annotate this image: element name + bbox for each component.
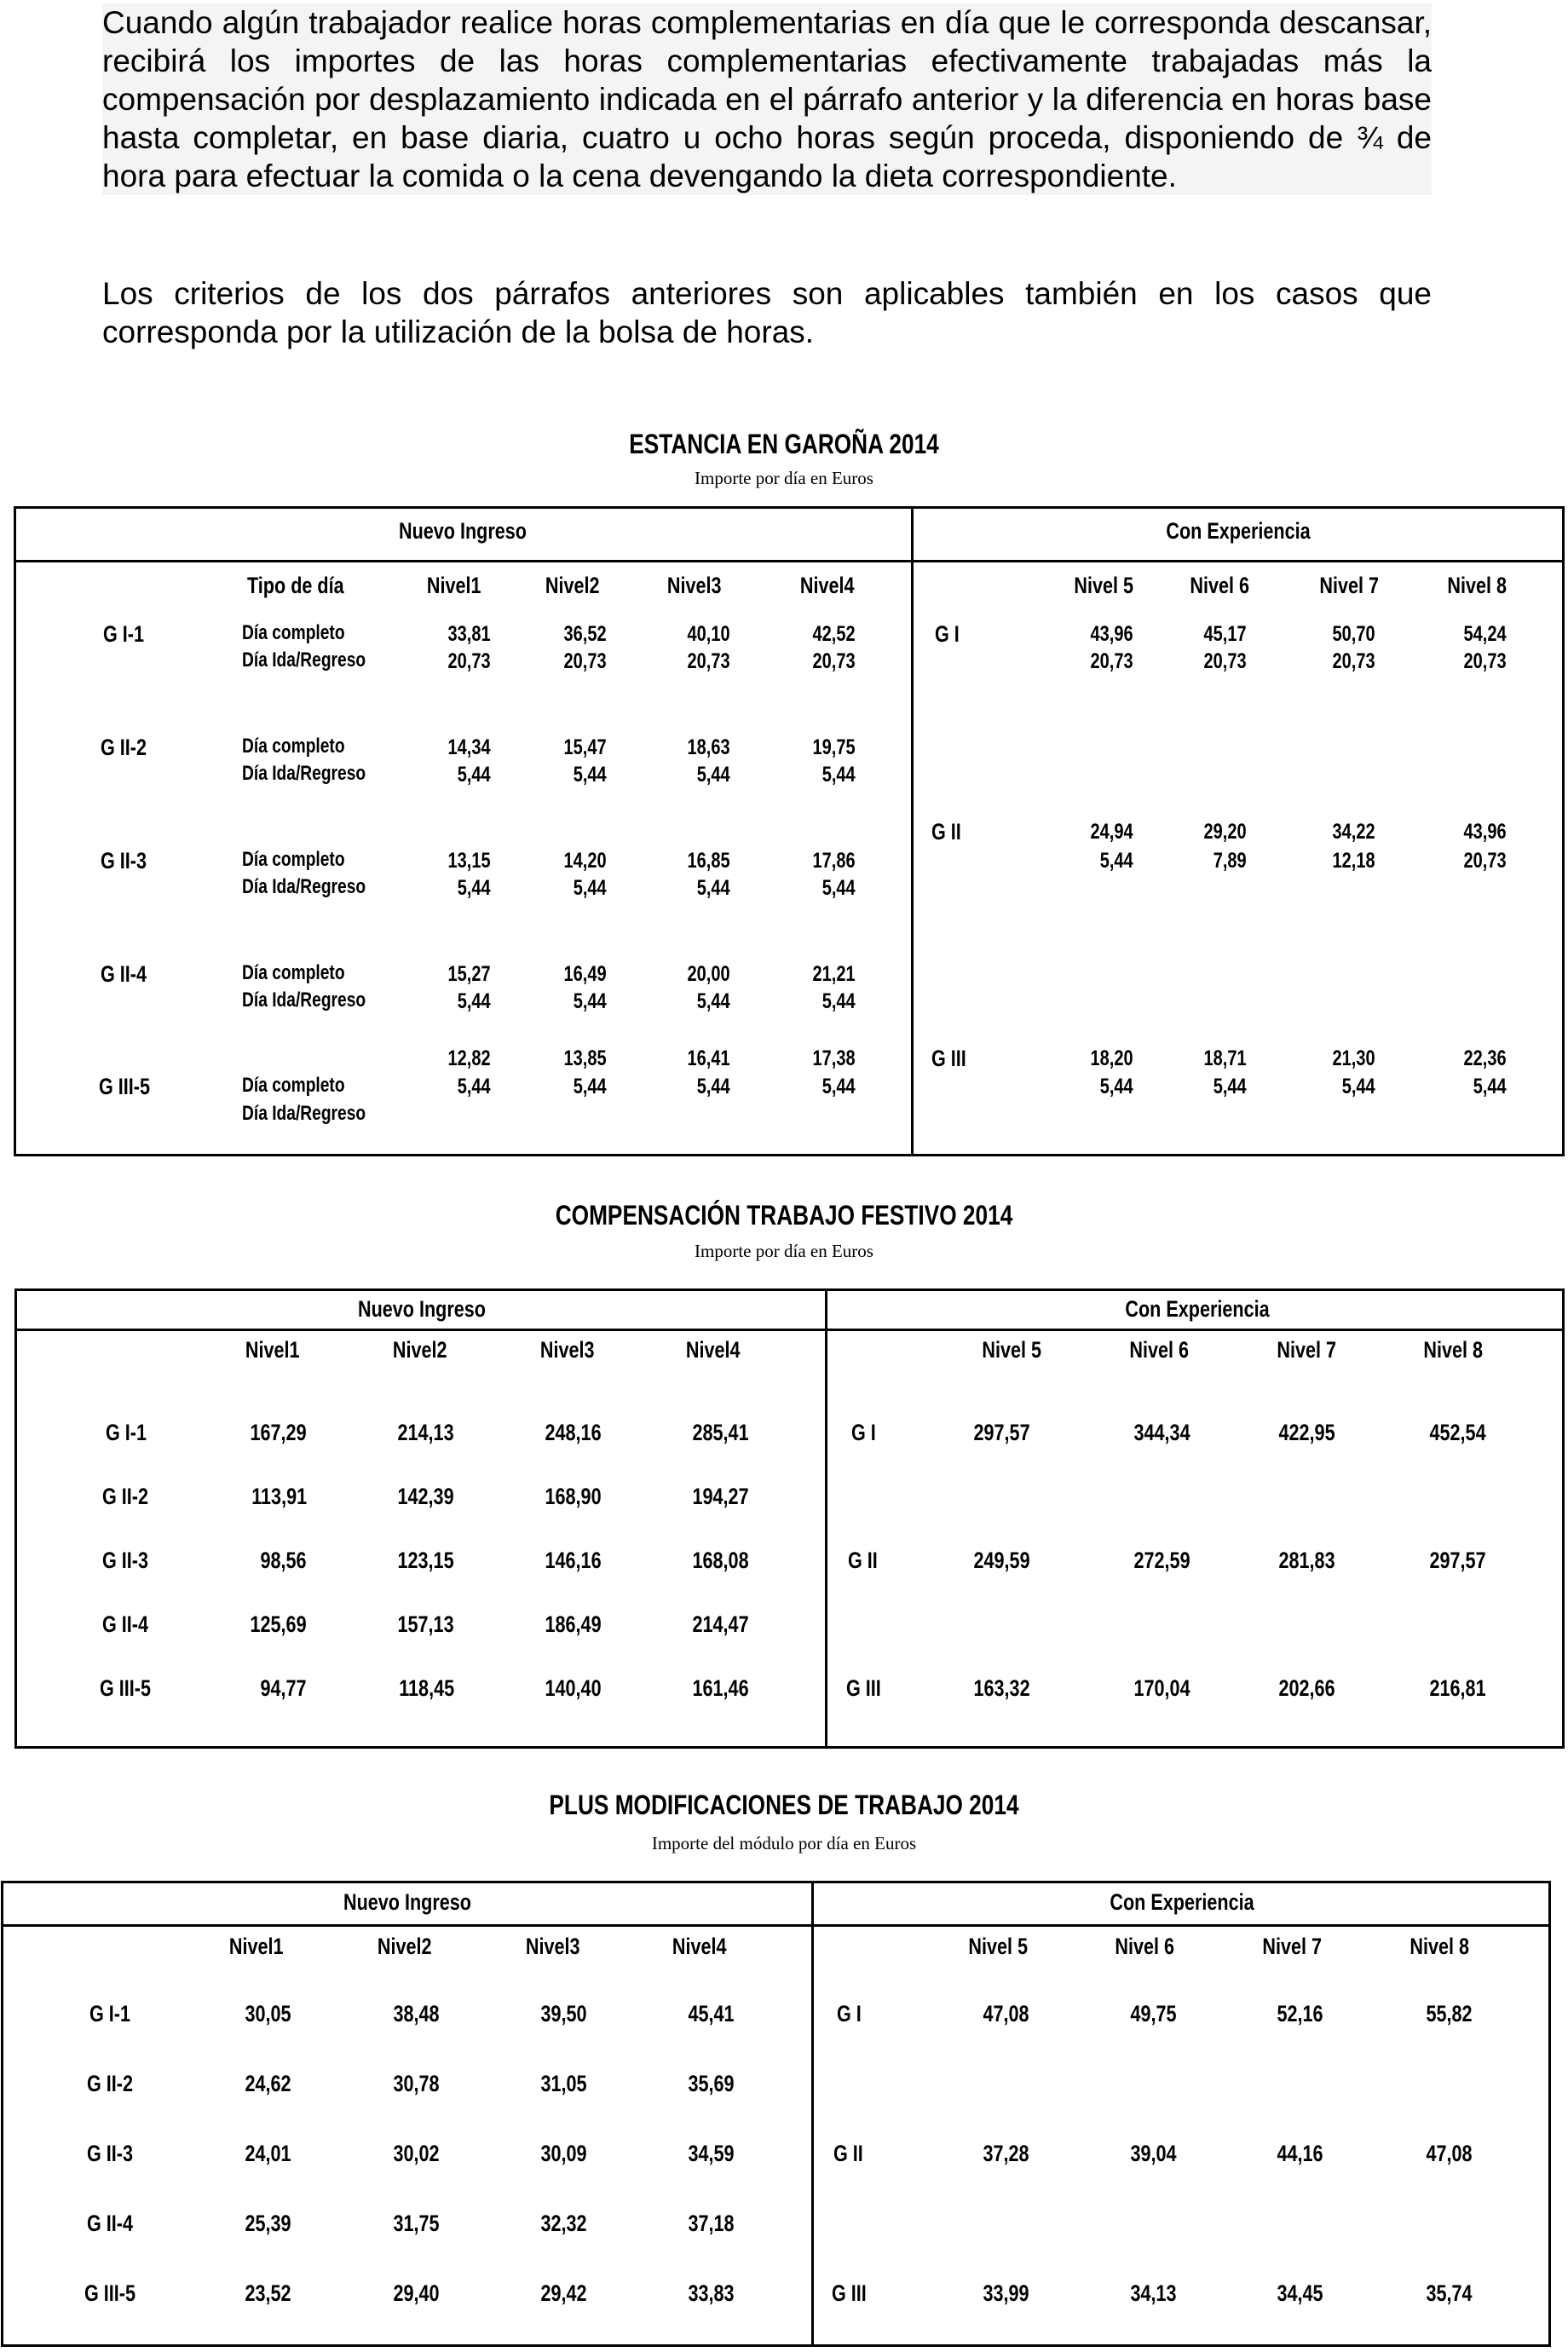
table3-cell: 25,39 bbox=[245, 2211, 291, 2236]
table3-cell: 29,42 bbox=[540, 2280, 587, 2306]
paragraph-horas-complementarias: Cuando algún trabajador realice horas complementarias en día que le corresponda descansar, recibirá los importes de las horas complementarias efectivamente trabajadas más la compensación por desplazamiento indicada en el párrafo anterior y la diferencia en horas base hasta completar, en base diaria, cuatro u ocho horas según proceda, disponiendo de ¾ de hora para efectuar la comida o la cena devengando la dieta correspondiente. bbox=[102, 5, 1432, 193]
table3-level-header: Nivel 5 bbox=[968, 1934, 1028, 1959]
table1-cell: 22,36 bbox=[1463, 1046, 1507, 1070]
table2-cell: 297,57 bbox=[973, 1420, 1030, 1445]
table1-day-type-label: Día Ida/Regreso bbox=[242, 875, 366, 898]
table1-cell: 5,44 bbox=[697, 763, 730, 787]
table3-cell: 39,04 bbox=[1130, 2141, 1177, 2166]
table1-level-header: Nivel3 bbox=[667, 573, 722, 598]
table3-cell: 34,45 bbox=[1277, 2280, 1323, 2306]
table1-cell: 43,96 bbox=[1463, 820, 1507, 844]
table2-level-header: Nivel4 bbox=[686, 1337, 741, 1363]
table2-cell: 297,57 bbox=[1429, 1548, 1486, 1573]
table1-cell: 43,96 bbox=[1090, 622, 1133, 646]
table3-cell: 47,08 bbox=[983, 2001, 1029, 2026]
table1-cell: 45,17 bbox=[1203, 622, 1247, 646]
table1-day-type-label: Día completo bbox=[242, 735, 345, 758]
table1-day-type-label: Día Ida/Regreso bbox=[242, 762, 366, 785]
table1-cell: 12,82 bbox=[447, 1046, 491, 1070]
table1-cell: 20,73 bbox=[1463, 849, 1507, 873]
table1-cell: 19,75 bbox=[812, 735, 856, 759]
table3-right-group-label: G I bbox=[837, 2001, 862, 2026]
table1-cell: 20,73 bbox=[447, 649, 491, 673]
table3-cell: 33,83 bbox=[688, 2280, 735, 2306]
table2-cell: 168,90 bbox=[545, 1484, 602, 1509]
table2-column-divider bbox=[825, 1288, 827, 1749]
table2-cell: 113,91 bbox=[251, 1484, 307, 1509]
table1-cell: 5,44 bbox=[1473, 1075, 1507, 1098]
table2-level-header: Nivel2 bbox=[393, 1337, 447, 1363]
table1-cell: 5,44 bbox=[822, 763, 856, 787]
table3-group-label: G III-5 bbox=[84, 2280, 136, 2306]
table1-cell: 20,73 bbox=[1332, 649, 1375, 673]
table2-cell: 140,40 bbox=[545, 1675, 602, 1701]
table2-cell: 161,46 bbox=[692, 1675, 749, 1701]
table3-cell: 30,05 bbox=[245, 2001, 291, 2026]
table1-group-label: G I-1 bbox=[103, 621, 145, 647]
table1-cell: 18,20 bbox=[1090, 1046, 1133, 1070]
table1-cell: 5,44 bbox=[1342, 1075, 1375, 1098]
table1-cell: 20,73 bbox=[1463, 649, 1507, 673]
table1-cell: 24,94 bbox=[1090, 820, 1133, 844]
table2-cell: 123,15 bbox=[397, 1548, 454, 1573]
table1-level-header: Nivel2 bbox=[545, 573, 600, 598]
table1-cell: 17,38 bbox=[812, 1046, 856, 1070]
table1-cell: 20,73 bbox=[1090, 649, 1133, 673]
table1-cell: 5,44 bbox=[458, 1075, 491, 1098]
table1-cell: 5,44 bbox=[1100, 849, 1133, 873]
table2-cell: 216,81 bbox=[1429, 1675, 1486, 1701]
table1-cell: 13,85 bbox=[563, 1046, 607, 1070]
table3-level-header: Nivel2 bbox=[378, 1934, 432, 1959]
table1-level-header: Nivel 7 bbox=[1319, 573, 1379, 598]
table2-cell: 202,66 bbox=[1278, 1675, 1335, 1701]
table1-cell: 5,44 bbox=[574, 876, 607, 900]
table3-title: PLUS MODIFICACIONES DE TRABAJO 2014 bbox=[549, 1790, 1019, 1820]
table1-cell: 5,44 bbox=[574, 989, 607, 1013]
table3-level-header: Nivel3 bbox=[526, 1934, 580, 1959]
table1-level-header: Nivel 5 bbox=[1074, 573, 1133, 598]
table2-subtitle: Importe por día en Euros bbox=[695, 1241, 873, 1261]
table1-day-type-label: Día Ida/Regreso bbox=[242, 1102, 366, 1125]
table1-cell: 5,44 bbox=[1213, 1075, 1247, 1098]
table2-cell: 146,16 bbox=[545, 1548, 602, 1573]
table1-cell: 5,44 bbox=[822, 876, 856, 900]
table1-cell: 16,85 bbox=[687, 849, 730, 873]
table3-cell: 35,74 bbox=[1426, 2280, 1473, 2306]
table1-cell: 15,47 bbox=[563, 735, 607, 759]
table1-cell: 13,15 bbox=[447, 849, 491, 873]
table3-cell: 34,13 bbox=[1130, 2280, 1177, 2306]
table1-cell: 5,44 bbox=[458, 989, 491, 1013]
table1-cell: 33,81 bbox=[447, 622, 491, 646]
table3-cell: 32,32 bbox=[540, 2211, 587, 2236]
table2-level-header: Nivel 6 bbox=[1129, 1337, 1189, 1363]
table1-subtitle: Importe por día en Euros bbox=[695, 468, 873, 488]
table3-cell: 52,16 bbox=[1277, 2001, 1323, 2026]
table2-cell: 170,04 bbox=[1133, 1675, 1190, 1701]
table1-cell: 16,41 bbox=[687, 1046, 730, 1070]
table2-cell: 422,95 bbox=[1278, 1420, 1335, 1445]
table3-cell: 30,78 bbox=[393, 2071, 440, 2096]
table1-cell: 29,20 bbox=[1203, 820, 1247, 844]
table1-level-header: Nivel4 bbox=[800, 573, 855, 598]
table2-cell: 125,69 bbox=[250, 1611, 307, 1637]
table1-cell: 15,27 bbox=[447, 962, 491, 986]
table1-cell: 7,89 bbox=[1213, 849, 1247, 873]
table1-cell: 50,70 bbox=[1332, 622, 1375, 646]
table1-cell: 5,44 bbox=[697, 876, 730, 900]
table3-cell: 33,99 bbox=[983, 2280, 1029, 2306]
table3-column-divider bbox=[811, 1881, 814, 2347]
table3-header-divider bbox=[1, 1924, 1551, 1927]
table1-cell: 17,86 bbox=[812, 849, 856, 873]
table3-cell: 47,08 bbox=[1426, 2141, 1473, 2166]
table2-nuevo-ingreso-header: Nuevo Ingreso bbox=[357, 1296, 487, 1322]
table3-cell: 23,52 bbox=[245, 2280, 291, 2306]
table3-cell: 24,01 bbox=[245, 2141, 291, 2166]
table2-cell: 194,27 bbox=[692, 1484, 749, 1509]
table3-cell: 44,16 bbox=[1277, 2141, 1323, 2166]
table3-level-header: Nivel 6 bbox=[1115, 1934, 1174, 1959]
table1-right-group-label: G I bbox=[935, 621, 960, 647]
table3-subtitle: Importe del módulo por día en Euros bbox=[651, 1833, 917, 1853]
paragraph-bolsa-horas: Los criterios de los dos párrafos anteriores son aplicables también en los casos que corresponda por la utilización de la bolsa de horas. bbox=[102, 276, 1432, 349]
table2-right-group-label: G I bbox=[851, 1420, 876, 1445]
table1-group-label: G II-2 bbox=[101, 735, 147, 760]
table2-level-header: Nivel1 bbox=[245, 1337, 300, 1363]
table1-column-divider bbox=[911, 506, 914, 1156]
table2-cell: 157,13 bbox=[397, 1611, 454, 1637]
table2-right-group-label: G III bbox=[846, 1675, 881, 1701]
table1-cell: 5,44 bbox=[822, 989, 856, 1013]
table3-cell: 34,59 bbox=[688, 2141, 735, 2166]
table3-cell: 31,05 bbox=[540, 2071, 587, 2096]
table1-cell: 12,18 bbox=[1332, 849, 1375, 873]
table1-right-group-label: G II bbox=[931, 819, 961, 845]
table1-right-group-label: G III bbox=[931, 1046, 966, 1071]
table3-level-header: Nivel1 bbox=[229, 1934, 284, 1959]
table2-cell: 272,59 bbox=[1133, 1548, 1190, 1573]
table2-cell: 281,83 bbox=[1278, 1548, 1335, 1573]
table1-cell: 20,00 bbox=[687, 962, 730, 986]
table2-group-label: G II-4 bbox=[102, 1611, 149, 1637]
table2-level-header: Nivel 7 bbox=[1277, 1337, 1336, 1363]
table1-cell: 5,44 bbox=[1100, 1075, 1133, 1098]
table1-cell: 14,20 bbox=[563, 849, 607, 873]
table2-cell: 168,08 bbox=[692, 1548, 749, 1573]
table2-cell: 94,77 bbox=[260, 1675, 307, 1701]
table2-header-divider bbox=[14, 1329, 1565, 1331]
table3-cell: 35,69 bbox=[688, 2071, 735, 2096]
table1-level-header: Nivel1 bbox=[427, 573, 481, 598]
table2-right-group-label: G II bbox=[848, 1548, 878, 1573]
table3-level-header: Nivel4 bbox=[672, 1934, 727, 1959]
table2-cell: 344,34 bbox=[1133, 1420, 1190, 1445]
table1-title: ESTANCIA EN GAROÑA 2014 bbox=[629, 429, 939, 459]
table1-cell: 54,24 bbox=[1463, 622, 1507, 646]
table1-cell: 5,44 bbox=[458, 876, 491, 900]
table2-level-header: Nivel3 bbox=[540, 1337, 595, 1363]
table1-group-label: G II-4 bbox=[101, 961, 147, 987]
table1-cell: 42,52 bbox=[812, 622, 856, 646]
table2-level-header: Nivel 8 bbox=[1423, 1337, 1483, 1363]
table2-cell: 186,49 bbox=[545, 1611, 602, 1637]
table1-nuevo-ingreso-header: Nuevo Ingreso bbox=[398, 518, 527, 544]
table1-tipo-dia-header: Tipo de día bbox=[247, 573, 344, 598]
table2-cell: 214,13 bbox=[397, 1420, 454, 1445]
table1-cell: 20,73 bbox=[563, 649, 607, 673]
table3-group-label: G II-2 bbox=[87, 2071, 134, 2096]
table2-title: COMPENSACIÓN TRABAJO FESTIVO 2014 bbox=[555, 1200, 1013, 1231]
table3-cell: 37,18 bbox=[688, 2211, 735, 2236]
table3-cell: 30,02 bbox=[393, 2141, 440, 2166]
table1-cell: 18,63 bbox=[687, 735, 730, 759]
table3-cell: 38,48 bbox=[393, 2001, 440, 2026]
table1-cell: 20,73 bbox=[687, 649, 730, 673]
table1-cell: 40,10 bbox=[687, 622, 730, 646]
table1-level-header: Nivel 6 bbox=[1190, 573, 1249, 598]
table3-nuevo-ingreso-header: Nuevo Ingreso bbox=[343, 1889, 472, 1915]
table1-cell: 14,34 bbox=[447, 735, 491, 759]
table2-cell: 285,41 bbox=[692, 1420, 749, 1445]
table2-level-header: Nivel 5 bbox=[982, 1337, 1041, 1363]
table1-cell: 5,44 bbox=[574, 763, 607, 787]
table1-cell: 34,22 bbox=[1332, 820, 1375, 844]
table3-cell: 39,50 bbox=[540, 2001, 587, 2026]
table1-cell: 5,44 bbox=[574, 1075, 607, 1098]
table1-cell: 5,44 bbox=[458, 763, 491, 787]
table2-group-label: G II-2 bbox=[102, 1484, 149, 1509]
table2-cell: 452,54 bbox=[1429, 1420, 1486, 1445]
table2-cell: 142,39 bbox=[397, 1484, 454, 1509]
table2-cell: 214,47 bbox=[692, 1611, 749, 1637]
table2-cell: 163,32 bbox=[973, 1675, 1030, 1701]
table1-day-type-label: Día completo bbox=[242, 1074, 345, 1097]
table1-cell: 5,44 bbox=[697, 989, 730, 1013]
table1-cell: 21,30 bbox=[1332, 1046, 1375, 1070]
table1-cell: 18,71 bbox=[1203, 1046, 1247, 1070]
table3-cell: 24,62 bbox=[245, 2071, 291, 2096]
table1-day-type-label: Día Ida/Regreso bbox=[242, 649, 366, 672]
table1-cell: 16,49 bbox=[563, 962, 607, 986]
table2-group-label: G II-3 bbox=[102, 1548, 149, 1573]
table3-cell: 45,41 bbox=[688, 2001, 735, 2026]
table3-cell: 30,09 bbox=[540, 2141, 587, 2166]
table3-cell: 49,75 bbox=[1130, 2001, 1177, 2026]
table3-right-group-label: G III bbox=[832, 2280, 867, 2306]
table1-cell: 5,44 bbox=[697, 1075, 730, 1098]
table1-cell: 21,21 bbox=[812, 962, 856, 986]
table3-con-experiencia-header: Con Experiencia bbox=[1110, 1889, 1254, 1915]
table1-cell: 20,73 bbox=[812, 649, 856, 673]
table3-group-label: G II-3 bbox=[87, 2141, 134, 2166]
table3-right-group-label: G II bbox=[833, 2141, 863, 2166]
table3-group-label: G I-1 bbox=[89, 2001, 131, 2026]
table2-group-label: G III-5 bbox=[100, 1675, 152, 1701]
table2-cell: 118,45 bbox=[399, 1675, 454, 1701]
table3-group-label: G II-4 bbox=[87, 2211, 134, 2236]
table1-day-type-label: Día completo bbox=[242, 621, 345, 644]
table2-con-experiencia-header: Con Experiencia bbox=[1125, 1296, 1270, 1322]
table3-cell: 55,82 bbox=[1426, 2001, 1473, 2026]
table1-day-type-label: Día completo bbox=[242, 961, 345, 984]
table3-cell: 29,40 bbox=[393, 2280, 440, 2306]
table1-con-experiencia-header: Con Experiencia bbox=[1166, 518, 1311, 544]
table1-cell: 5,44 bbox=[822, 1075, 856, 1098]
table3-cell: 31,75 bbox=[393, 2211, 440, 2236]
table1-group-label: G II-3 bbox=[101, 848, 147, 873]
table1-group-label: G III-5 bbox=[99, 1074, 151, 1099]
table2-cell: 248,16 bbox=[545, 1420, 602, 1445]
table1-header-divider bbox=[14, 560, 1565, 562]
table2-cell: 249,59 bbox=[973, 1548, 1030, 1573]
table1-day-type-label: Día Ida/Regreso bbox=[242, 989, 366, 1012]
table2-group-label: G I-1 bbox=[106, 1420, 147, 1445]
table1-day-type-label: Día completo bbox=[242, 848, 345, 871]
table1-cell: 36,52 bbox=[563, 622, 607, 646]
table2-cell: 167,29 bbox=[250, 1420, 307, 1445]
table2-cell: 98,56 bbox=[260, 1548, 307, 1573]
table1-level-header: Nivel 8 bbox=[1447, 573, 1507, 598]
table3-level-header: Nivel 8 bbox=[1409, 1934, 1469, 1959]
table1-cell: 20,73 bbox=[1203, 649, 1247, 673]
table3-cell: 37,28 bbox=[983, 2141, 1029, 2166]
table3-level-header: Nivel 7 bbox=[1262, 1934, 1322, 1959]
